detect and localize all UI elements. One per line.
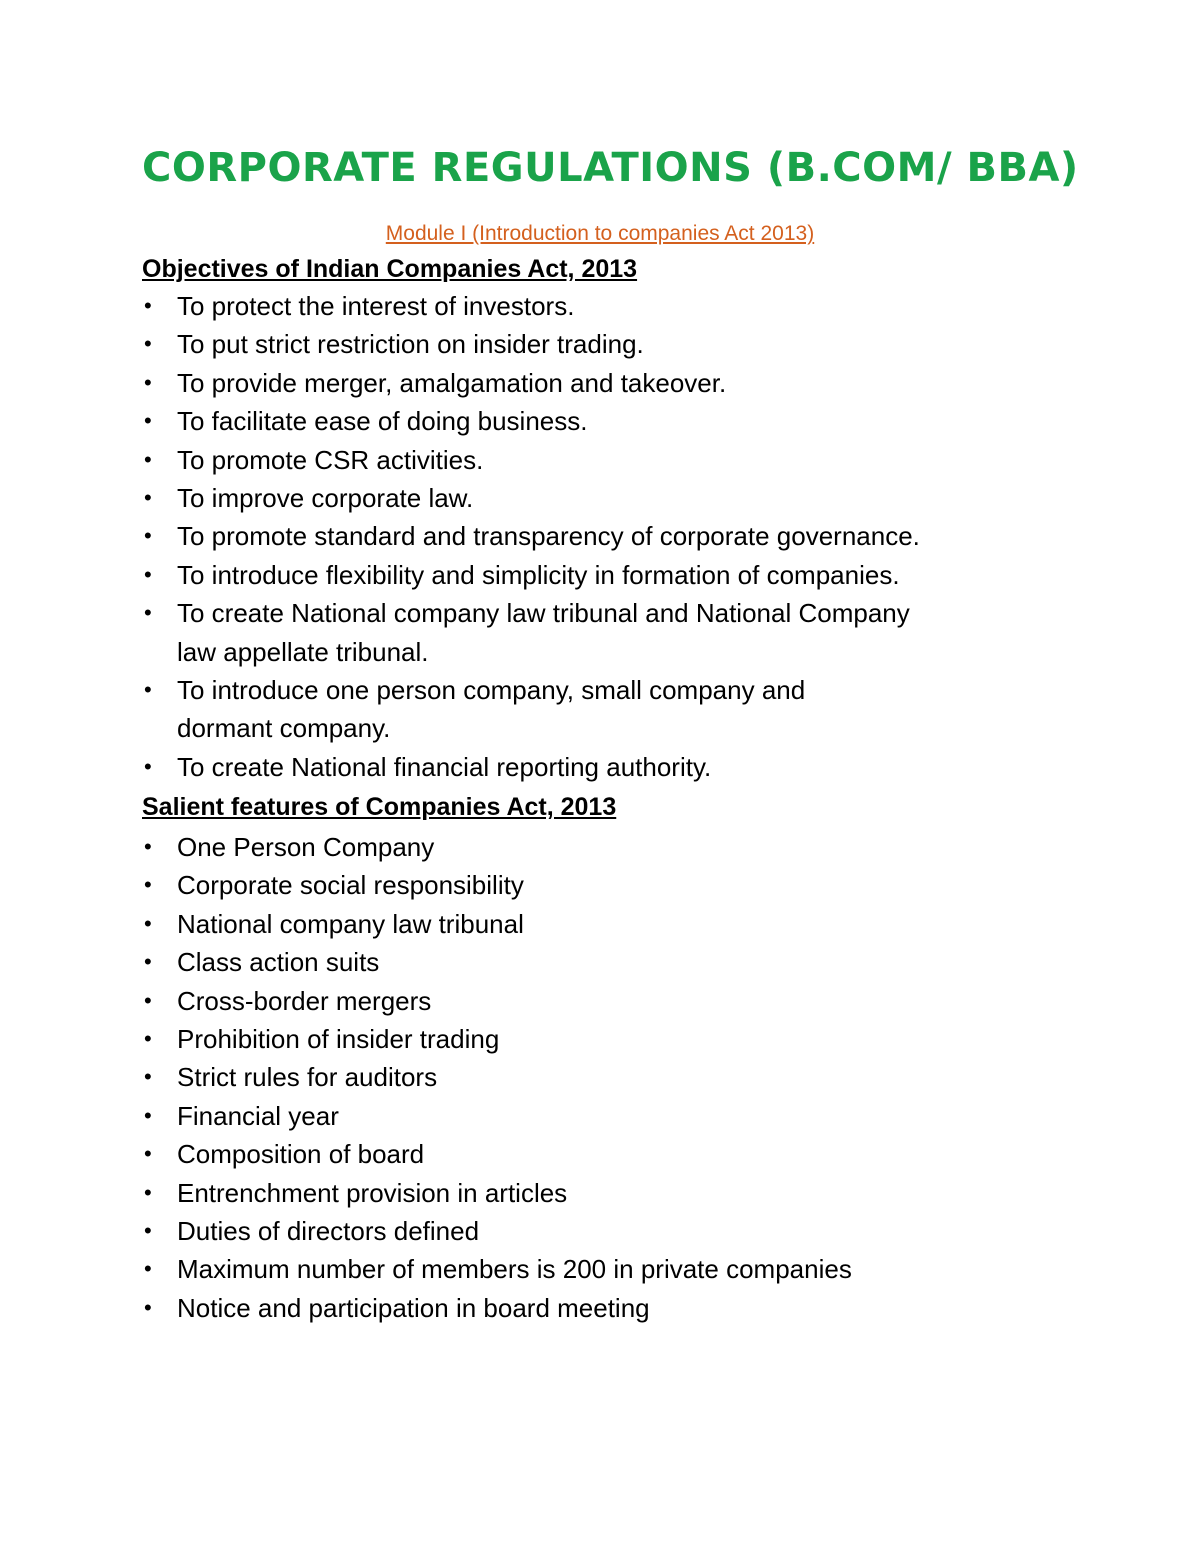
list-item-text: Class action suits (177, 947, 380, 978)
list-item (142, 866, 1042, 904)
list-item-text: Duties of directors defined (177, 1216, 480, 1247)
list-item-text: To promote standard and transparency of corporate governance. (177, 521, 920, 552)
bullet-icon: • (144, 1218, 152, 1244)
list-item-text: Cross-border mergers (177, 985, 432, 1016)
module-subtitle: Module I (Introduction to companies Act 2013) (385, 222, 815, 245)
list-item (142, 364, 1042, 402)
list-item-text: To introduce one person company, small company and (177, 675, 806, 706)
bullet-icon: • (144, 1026, 152, 1052)
list-item-text: Prohibition of insider trading (177, 1024, 500, 1055)
list-item (142, 479, 1042, 517)
bullet-icon: • (144, 1179, 152, 1205)
list-item-text: To create National company law tribunal and National Company (177, 598, 910, 629)
objectives-heading: Objectives of Indian Companies Act, 2013 (142, 255, 638, 283)
list-item (142, 1250, 1042, 1288)
bullet-icon: • (144, 753, 152, 779)
list-item (142, 828, 1042, 866)
bullet-icon: • (144, 872, 152, 898)
bullet-icon: • (144, 910, 152, 936)
bullet-icon: • (144, 1294, 152, 1320)
list-item (142, 1020, 1042, 1058)
bullet-icon: • (144, 523, 152, 549)
list-item (142, 982, 1042, 1020)
list-item (142, 402, 1042, 440)
list-item-text: Financial year (177, 1100, 339, 1131)
list-item (142, 1289, 1042, 1327)
bullet-icon: • (144, 834, 152, 859)
list-item-text: One Person Company (177, 832, 435, 862)
list-item (142, 594, 1042, 671)
bullet-icon: • (144, 677, 152, 703)
list-item (142, 1135, 1042, 1173)
bullet-icon: • (144, 600, 152, 626)
list-item (142, 671, 1042, 748)
bullet-icon: • (144, 1064, 152, 1090)
list-item (142, 441, 1042, 479)
list-item-text: To facilitate ease of doing business. (177, 406, 588, 437)
bullet-icon: • (144, 446, 152, 472)
salient-features-list (142, 828, 1042, 1327)
list-item-text: Strict rules for auditors (177, 1062, 438, 1093)
list-item-text: To provide merger, amalgamation and takeover. (177, 367, 727, 398)
list-item-text: Maximum number of members is 200 in private companies (177, 1254, 852, 1285)
bullet-icon: • (144, 949, 152, 975)
bullet-icon: • (144, 1256, 152, 1282)
document-title: CORPORATE REGULATIONS (B.COM/ BBA) (142, 145, 1079, 191)
list-item-text: To protect the interest of investors. (177, 291, 575, 321)
list-item (142, 905, 1042, 943)
list-item-text: National company law tribunal (177, 908, 524, 939)
bullet-icon: • (144, 1102, 152, 1128)
list-item (142, 1212, 1042, 1250)
list-item-text: To put strict restriction on insider trading. (177, 329, 644, 360)
list-item-text: To create National financial reporting authority. (177, 751, 712, 782)
list-item-text: To improve corporate law. (177, 483, 474, 514)
list-item (142, 748, 1042, 786)
list-item (142, 517, 1042, 555)
list-item (142, 1097, 1042, 1135)
salient-features-heading: Salient features of Companies Act, 2013 (142, 793, 617, 821)
bullet-icon: • (144, 987, 152, 1013)
bullet-icon: • (144, 561, 152, 587)
list-item (142, 325, 1042, 363)
list-item-text: law appellate tribunal. (177, 636, 429, 667)
list-item-text: To introduce flexibility and simplicity in formation of companies. (177, 559, 900, 590)
bullet-icon: • (144, 485, 152, 511)
list-item-text: Corporate social responsibility (177, 870, 524, 901)
list-item-text: To promote CSR activities. (177, 444, 484, 475)
list-item (142, 1058, 1042, 1096)
bullet-icon: • (144, 369, 152, 395)
list-item-text: Composition of board (177, 1139, 425, 1170)
bullet-icon: • (144, 408, 152, 434)
list-item-text: dormant company. (177, 713, 391, 744)
list-item (142, 556, 1042, 594)
list-item-text: Entrenchment provision in articles (177, 1177, 568, 1208)
bullet-icon: • (144, 293, 152, 318)
bullet-icon: • (144, 331, 152, 357)
list-item (142, 943, 1042, 981)
list-item-text: Notice and participation in board meeting (177, 1292, 650, 1323)
list-item (142, 287, 1042, 325)
objectives-list (142, 287, 1042, 786)
bullet-icon: • (144, 1141, 152, 1167)
list-item (142, 1174, 1042, 1212)
